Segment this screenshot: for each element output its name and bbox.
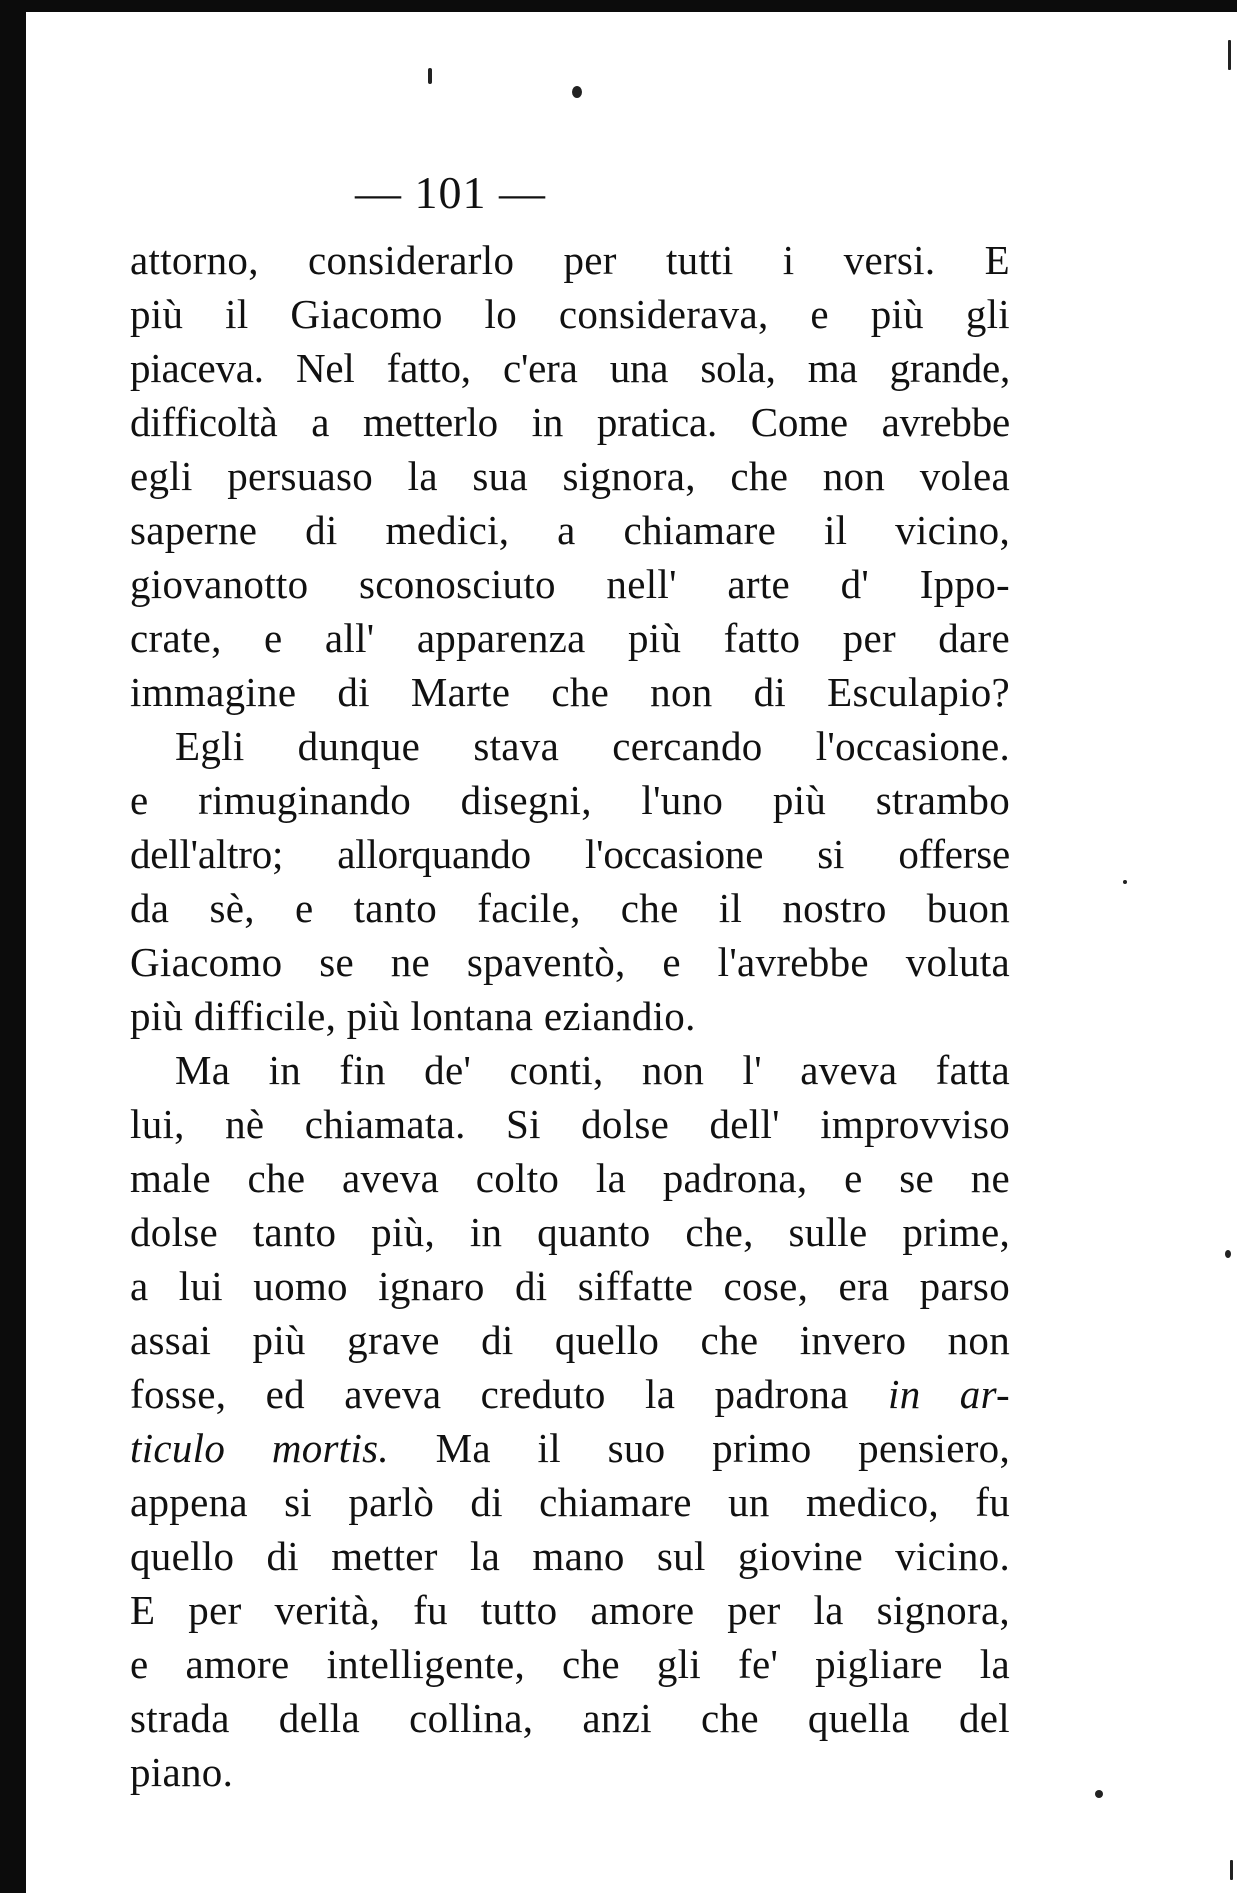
text-line-with-italic [130,1367,1010,1421]
text-line: più il Giacomo lo considerava, e più gli [130,291,1010,337]
scan-top-edge [0,0,1237,12]
text-line: strada della collina, anzi che quella del [130,1695,1010,1741]
text-line: e rimuginando disegni, l'uno più strambo [130,777,1010,823]
text-line: a lui uomo ignaro di siffatte cose, era parso [130,1263,1010,1309]
text-line: egli persuaso la sua signora, che non volea [130,453,1010,499]
text-line: Ma in fin de' conti, non l' aveva fatta [175,1047,1010,1093]
text-line: assai più grave di quello che invero non [130,1317,1010,1363]
text-line: dolse tanto più, in quanto che, sulle prime, [130,1209,1010,1255]
text-line: male che aveva colto la padrona, e se ne [130,1155,1010,1201]
scan-speck [1095,1790,1103,1798]
text-run: fosse, ed aveva creduto la padrona [130,1371,888,1417]
scan-speck [1228,40,1231,70]
text-line: più difficile, più lontana eziandio. [130,993,696,1039]
italic-text: ticulo mortis. [130,1425,389,1471]
text-line: e amore intelligente, che gli fe' pigliare la [130,1641,1010,1687]
text-line: Giacomo se ne spaventò, e l'avrebbe voluta [130,939,1010,985]
text-line: da sè, e tanto facile, che il nostro buon [130,885,1010,931]
text-line: crate, e all' apparenza più fatto per dare [130,615,1010,661]
text-line: appena si parlò di chiamare un medico, fu [130,1479,1010,1525]
text-line: difficoltà a metterlo in pratica. Come avrebbe [130,399,1010,445]
text-line: dell'altro; allorquando l'occasione si offerse [130,831,1010,877]
text-line: piano. [130,1749,234,1795]
scan-speck [428,68,432,84]
text-line: lui, nè chiamata. Si dolse dell' improvviso [130,1101,1010,1147]
italic-text: in ar- [888,1371,1010,1417]
text-line: Egli dunque stava cercando l'occasione. [175,723,1010,769]
page-number: — 101 — [355,167,546,218]
body-text [130,233,1010,1799]
scan-speck [1230,1860,1233,1880]
text-line: E per verità, fu tutto amore per la signora, [130,1587,1010,1633]
scan-speck [1123,880,1127,884]
scan-left-edge [0,0,26,1893]
text-run: Ma il suo primo pensiero, [388,1425,1011,1471]
text-line: giovanotto sconosciuto nell' arte d' Ippo- [130,561,1010,607]
text-line: quello di metter la mano sul giovine vicino. [130,1533,1010,1579]
scan-speck [572,86,582,98]
text-line-with-italic [130,1421,1010,1475]
paragraph [130,719,1010,1043]
paragraph [130,233,1010,719]
text-line: piaceva. Nel fatto, c'era una sola, ma grande, [130,345,1010,391]
paragraph [130,1043,1010,1799]
text-line: immagine di Marte che non di Esculapio? [130,669,1010,715]
scan-speck [1225,1250,1231,1258]
text-line: attorno, considerarlo per tutti i versi. E [130,237,1010,283]
text-line: saperne di medici, a chiamare il vicino, [130,507,1010,553]
